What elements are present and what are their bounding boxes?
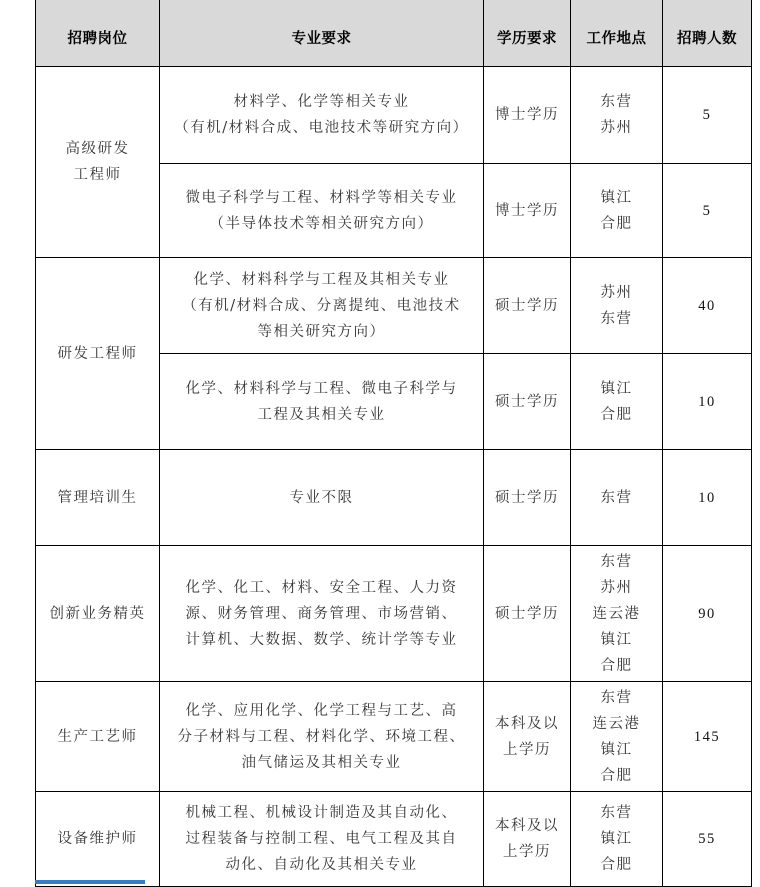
location-cell [571, 682, 663, 792]
text-line: 连云港 [592, 715, 641, 732]
location-cell [571, 792, 663, 887]
text-line: 镇江 [600, 741, 633, 758]
education-cell: 博士学历 [484, 164, 571, 258]
location-cell [571, 546, 663, 682]
table-row [36, 792, 752, 887]
text-line: 高级研发 [65, 141, 130, 157]
text-line: 动化、自动化及其相关专业 [225, 857, 418, 873]
text-line: 工程及其相关专业 [257, 406, 386, 423]
header-location: 工作地点 [571, 0, 663, 67]
text-line: 镇江 [600, 631, 633, 648]
text-line: 本科及以 [495, 818, 559, 834]
education-cell: 硕士学历 [484, 450, 571, 546]
major-cell [160, 164, 484, 258]
table-row [36, 450, 752, 546]
count-cell: 5 [663, 164, 752, 258]
text-line: 东营 [600, 553, 633, 570]
table-row [36, 546, 752, 682]
position-text [42, 136, 153, 188]
text-line: 合肥 [600, 767, 633, 784]
text-line: 合肥 [600, 406, 633, 423]
table-row [36, 67, 752, 164]
text-line: 过程装备与控制工程、电气工程及其自 [185, 831, 458, 847]
major-cell [160, 354, 484, 450]
accent-bar [35, 880, 145, 884]
text-line: 等相关研究方向） [257, 323, 386, 340]
text-line: 东营 [600, 310, 633, 327]
text-line: 合肥 [600, 215, 633, 232]
text-line: 镇江 [600, 380, 633, 397]
text-line: 合肥 [600, 657, 633, 674]
position-cell: 创新业务精英 [36, 546, 160, 682]
text-line: 合肥 [600, 857, 633, 873]
count-cell: 10 [663, 354, 752, 450]
text-line: 专业不限 [289, 489, 354, 506]
count-cell: 55 [663, 792, 752, 887]
major-cell [160, 67, 484, 164]
count-cell: 90 [663, 546, 752, 682]
table-row [36, 258, 752, 354]
education-cell: 硕士学历 [484, 258, 571, 354]
text-line: （有机/材料合成、分离提纯、电池技术 [182, 297, 461, 314]
education-cell: 博士学历 [484, 67, 571, 164]
table-row [36, 682, 752, 792]
text-line: 本科及以 [495, 715, 559, 732]
major-cell [160, 682, 484, 792]
location-cell [571, 258, 663, 354]
text-line: 苏州 [600, 120, 633, 136]
education-cell: 硕士学历 [484, 354, 571, 450]
count-cell: 5 [663, 67, 752, 164]
text-line: 东营 [600, 689, 633, 706]
text-line: 源、财务管理、商务管理、市场营销、 [185, 605, 458, 622]
major-cell [160, 792, 484, 887]
text-line: （有机/材料合成、电池技术等研究方向） [174, 120, 469, 136]
text-line: 镇江 [600, 831, 633, 847]
location-cell [571, 164, 663, 258]
text-line: 化学、材料科学与工程、微电子科学与 [185, 380, 458, 397]
text-line: 东营 [600, 489, 633, 506]
text-line: 化学、化工、材料、安全工程、人力资 [185, 579, 458, 596]
education-cell [484, 792, 571, 887]
recruitment-table [35, 0, 752, 887]
education-cell [484, 682, 571, 792]
education-cell: 硕士学历 [484, 546, 571, 682]
text-line: 上学历 [503, 741, 551, 758]
location-cell [571, 67, 663, 164]
text-line: （半导体技术等相关研究方向） [209, 215, 434, 232]
position-cell: 管理培训生 [36, 450, 160, 546]
text-line: 微电子科学与工程、材料学等相关专业 [185, 189, 458, 206]
major-cell [160, 546, 484, 682]
text-line: 化学、应用化学、化学工程与工艺、高 [185, 702, 458, 719]
location-cell [571, 354, 663, 450]
text-line: 油气储运及其相关专业 [241, 754, 402, 771]
text-line: 苏州 [600, 579, 633, 596]
count-cell: 10 [663, 450, 752, 546]
header-position: 招聘岗位 [36, 0, 160, 67]
location-cell [571, 450, 663, 546]
text-line: 化学、材料科学与工程及其相关专业 [193, 271, 450, 288]
text-line: 上学历 [503, 844, 551, 860]
text-line: 镇江 [600, 189, 633, 206]
text-line: 工程师 [73, 167, 122, 183]
count-cell: 40 [663, 258, 752, 354]
header-education: 学历要求 [484, 0, 571, 67]
text-line: 连云港 [592, 605, 641, 622]
table-header-row [36, 0, 752, 67]
text-line: 东营 [600, 94, 633, 110]
count-cell: 145 [663, 682, 752, 792]
text-line: 材料学、化学等相关专业 [233, 94, 410, 110]
position-cell [36, 67, 160, 258]
text-line: 计算机、大数据、数学、统计学等专业 [185, 631, 458, 648]
text-line: 苏州 [600, 284, 633, 301]
text-line: 分子材料与工程、材料化学、环境工程、 [177, 728, 466, 745]
header-count: 招聘人数 [663, 0, 752, 67]
major-cell [160, 450, 484, 546]
position-cell: 生产工艺师 [36, 682, 160, 792]
text-line: 机械工程、机械设计制造及其自动化、 [185, 805, 458, 821]
position-cell: 研发工程师 [36, 258, 160, 450]
text-line: 东营 [600, 805, 633, 821]
major-cell [160, 258, 484, 354]
header-major: 专业要求 [160, 0, 484, 67]
position-cell: 设备维护师 [36, 792, 160, 887]
